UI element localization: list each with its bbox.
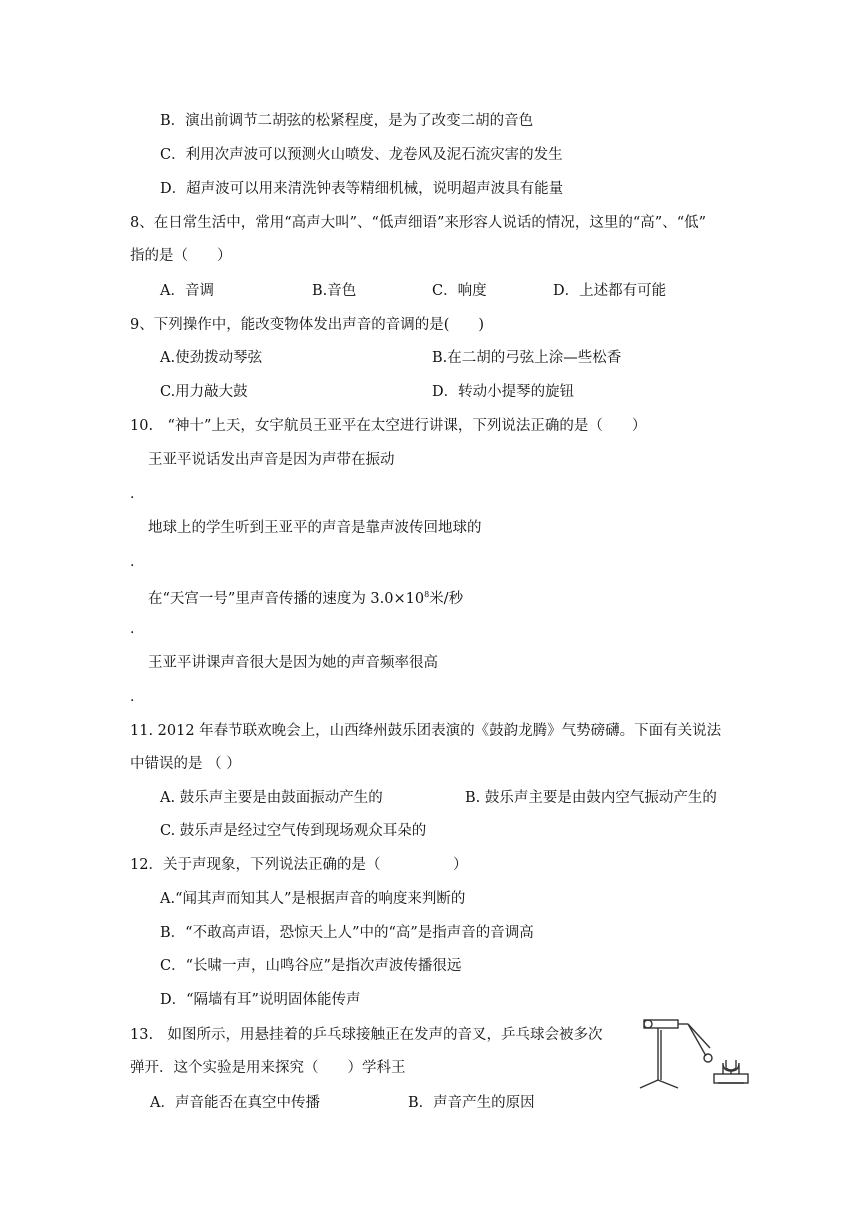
q9-stem: 9、下列操作中，能改变物体发出声音的音调的是( ) xyxy=(130,317,485,333)
q12-option-d: D．“隔墙有耳”说明固体能传声 xyxy=(160,992,361,1008)
q10-option-c xyxy=(148,585,463,609)
option-marker: . xyxy=(130,486,135,502)
q13-option-b: B．声音产生的原因 xyxy=(408,1095,535,1111)
q11-option-b: B. 鼓乐声主要是由鼓内空气振动产生的 xyxy=(465,790,717,806)
q10-option-d: 王亚平讲课声音很大是因为她的声音频率很高 xyxy=(148,655,438,671)
q10-c-text: 在“天宫一号”里声音传播的速度为 3.0×10 xyxy=(148,590,425,607)
q10-option-b: 地球上的学生听到王亚平的声音是靠声波传回地球的 xyxy=(148,520,482,536)
q9-option-a: A.使劲拨动琴弦 xyxy=(160,350,263,366)
q13-stem-line2: 弹开．这个实验是用来探究（ ）学科王 xyxy=(130,1060,406,1076)
q7-option-b: B．演出前调节二胡弦的松紧程度，是为了改变二胡的音色 xyxy=(160,113,534,129)
option-marker: . xyxy=(130,621,135,637)
q8-option-c: C．响度 xyxy=(432,283,487,299)
option-marker: . xyxy=(130,689,135,705)
q8-stem-line1: 8、在日常生活中，常用“高声大叫”、“低声细语”来形容人说话的情况，这里的“高”、“低” xyxy=(130,215,707,231)
q7-option-d: D．超声波可以用来清洗钟表等精细机械，说明超声波具有能量 xyxy=(160,181,564,197)
q8-option-b: B.音色 xyxy=(312,283,357,299)
q12-option-a: A.“闻其声而知其人”是根据声音的响度来判断的 xyxy=(160,891,466,907)
q10-c-unit: 米/秒 xyxy=(429,590,464,607)
q8-stem-line2: 指的是（ ） xyxy=(130,248,232,264)
q8-option-d: D．上述都有可能 xyxy=(553,283,667,299)
q11-stem-line2: 中错误的是 （ ） xyxy=(130,756,241,772)
q9-option-d: D．转动小提琴的旋钮 xyxy=(432,384,575,400)
q10-c-exponent: 8 xyxy=(424,590,430,599)
q11-option-c: C. 鼓乐声是经过空气传到现场观众耳朵的 xyxy=(160,823,427,839)
q10-option-a: 王亚平说话发出声音是因为声带在振动 xyxy=(148,452,395,468)
q9-option-b: B.在二胡的弓弦上涂—些松香 xyxy=(432,350,622,366)
q11-stem-line1: 11. 2012 年春节联欢晚会上，山西绛州鼓乐团表演的《鼓韵龙腾》气势磅礴。下面有关说法 xyxy=(130,723,722,739)
q10-stem: 10. “神十”上天，女宇航员王亚平在太空进行讲课，下列说法正确的是（ ） xyxy=(130,418,647,434)
q12-stem: 12．关于声现象，下列说法正确的是（ ） xyxy=(130,857,468,873)
q12-option-c: C．“长啸一声，山鸣谷应”是指次声波传播很远 xyxy=(160,958,462,974)
q13-stem-line1: 13. 如图所示，用悬挂着的乒乓球接触正在发声的音叉，乒乓球会被多次 xyxy=(130,1027,603,1043)
q11-option-a: A. 鼓乐声主要是由鼓面振动产生的 xyxy=(160,790,383,806)
q12-option-b: B．“不敢高声语，恐惊天上人”中的“高”是指声音的音调高 xyxy=(160,925,534,941)
q9-option-c: C.用力敲大鼓 xyxy=(160,384,248,400)
option-marker: . xyxy=(130,554,135,570)
q13-option-a: A．声音能否在真空中传播 xyxy=(150,1095,320,1111)
q8-option-a: A．音调 xyxy=(160,283,214,299)
tuning-fork-experiment-figure xyxy=(630,1008,760,1098)
q7-option-c: C．利用次声波可以预测火山喷发、龙卷风及泥石流灾害的发生 xyxy=(160,147,563,163)
